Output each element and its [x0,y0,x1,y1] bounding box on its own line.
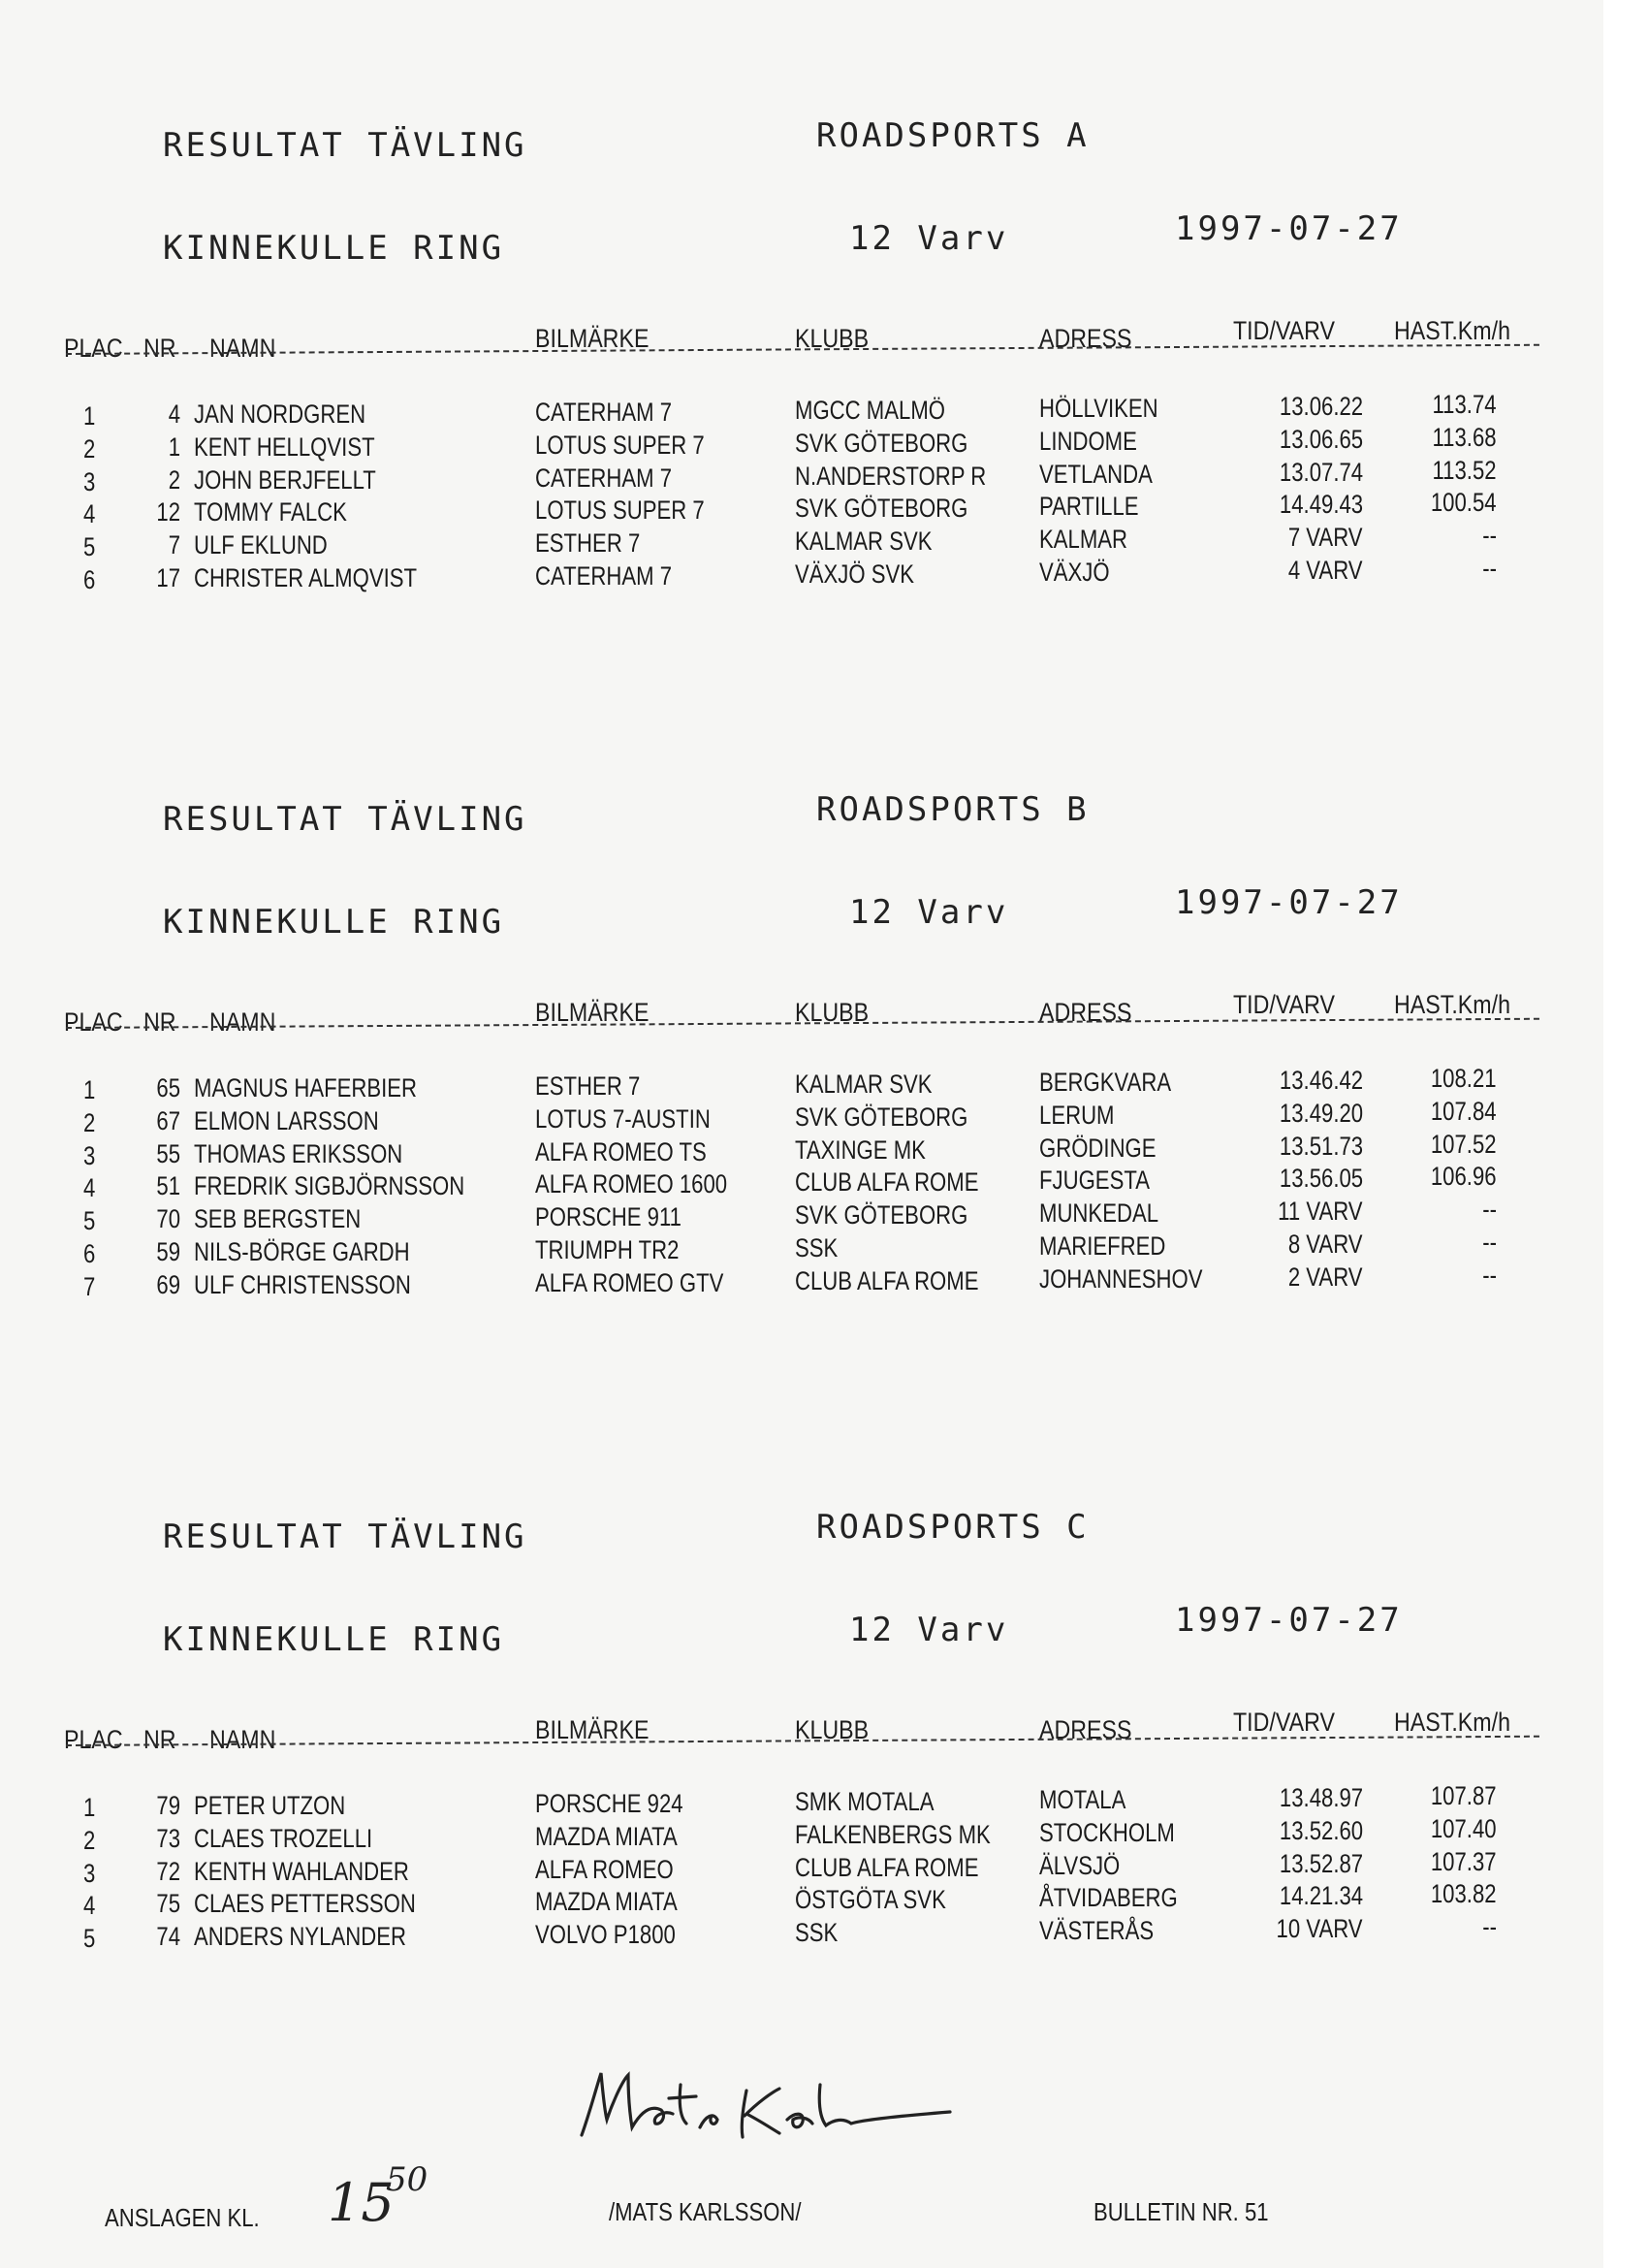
cell-adress: KALMAR [1039,525,1128,555]
race-title: RESULTAT TÄVLING [163,1517,527,1556]
cell-tid: 7 VARV [1288,523,1363,553]
cell-hast: -- [1482,1228,1497,1257]
cell-adress: HÖLLVIKEN [1039,394,1158,423]
col-header-bilmarke: BILMÄRKE [535,998,650,1027]
result-row [0,521,1648,562]
cell-plac: 1 [83,1793,96,1822]
result-row [0,1195,1648,1236]
cell-bilmarke: MAZDA MIATA [535,1887,678,1917]
cell-klubb: FALKENBERGS MK [795,1819,991,1849]
cell-namn: CLAES PETTERSSON [194,1889,416,1919]
cell-adress: MUNKEDAL [1039,1198,1159,1229]
cell-klubb: SVK GÖTEBORG [795,1102,968,1132]
cell-tid: 14.49.43 [1279,490,1363,520]
cell-hast: 113.68 [1432,422,1497,452]
cell-tid: 13.52.60 [1279,1815,1363,1845]
cell-plac: 7 [83,1271,96,1301]
col-header-bilmarke: BILMÄRKE [535,324,650,353]
cell-bilmarke: ALFA ROMEO 1600 [535,1169,728,1199]
cell-klubb: ÖSTGÖTA SVK [795,1885,946,1915]
cell-hast: 107.87 [1431,1781,1497,1810]
result-row [0,422,1648,463]
cell-adress: ÅTVIDABERG [1039,1883,1178,1913]
cell-adress: ÄLVSJÖ [1039,1850,1121,1880]
race-laps: 12 Varv [849,219,1009,258]
cell-nr: 74 [156,1922,180,1952]
cell-bilmarke: ALFA ROMEO GTV [535,1267,724,1297]
cell-hast: -- [1482,1912,1497,1942]
cell-adress: VETLANDA [1039,459,1153,489]
bulletin-number: BULLETIN NR. 51 [1093,2197,1269,2226]
cell-plac: 4 [83,499,96,529]
cell-adress: FJUGESTA [1039,1166,1150,1196]
col-header-hast: HAST.Km/h [1394,990,1511,1019]
cell-plac: 2 [83,1825,96,1855]
cell-bilmarke: CATERHAM 7 [535,561,673,591]
col-header-tid: TID/VARV [1233,990,1335,1019]
cell-hast: 100.54 [1431,488,1497,518]
cell-nr: 65 [156,1073,180,1102]
cell-tid: 13.51.73 [1279,1131,1363,1161]
col-header-klubb: KLUBB [795,1715,870,1744]
cell-tid: 13.56.05 [1279,1164,1363,1194]
posted-time-label: ANSLAGEN KL. [105,2203,260,2232]
cell-hast: -- [1482,521,1497,551]
cell-adress: MARIEFRED [1039,1231,1166,1261]
posted-time-minutes: 50 [386,2160,428,2199]
cell-nr: 79 [156,1791,180,1820]
cell-namn: MAGNUS HAFERBIER [194,1073,418,1102]
cell-bilmarke: CATERHAM 7 [535,398,673,427]
cell-plac: 5 [83,1924,96,1954]
cell-adress: VÄXJÖ [1039,558,1110,587]
signer-name: /MATS KARLSSON/ [609,2197,802,2226]
cell-hast: -- [1482,1260,1497,1290]
cell-namn: KENTH WAHLANDER [194,1856,409,1886]
cell-bilmarke: ALFA ROMEO [535,1854,674,1884]
col-header-namn: NAMN [209,1007,276,1037]
cell-adress: GRÖDINGE [1039,1133,1157,1163]
cell-klubb: TAXINGE MK [795,1134,926,1165]
cell-namn: PETER UTZON [194,1791,346,1820]
col-header-namn: NAMN [209,334,276,363]
cell-namn: JAN NORDGREN [194,399,366,429]
result-row [0,1846,1648,1888]
cell-klubb: SSK [795,1918,839,1948]
cell-namn: JOHN BERJFELLT [194,464,376,495]
col-header-tid: TID/VARV [1233,1708,1335,1737]
cell-bilmarke: ALFA ROMEO TS [535,1136,707,1166]
cell-klubb: SMK MOTALA [795,1787,935,1816]
cell-nr: 67 [156,1105,180,1135]
col-header-plac: PLAC [64,1725,123,1754]
col-header-adress: ADRESS [1039,324,1132,353]
cell-namn: ANDERS NYLANDER [194,1922,406,1952]
cell-hast: 113.74 [1432,390,1497,419]
cell-nr: 75 [156,1889,180,1919]
cell-nr: 1 [168,431,180,462]
col-header-plac: PLAC [64,1007,123,1037]
col-header-hast: HAST.Km/h [1394,1708,1511,1737]
cell-bilmarke: LOTUS SUPER 7 [535,430,705,460]
cell-tid: 11 VARV [1278,1197,1363,1227]
cell-klubb: SVK GÖTEBORG [795,494,968,524]
result-row [0,390,1648,431]
cell-hast: 107.84 [1431,1096,1497,1126]
cell-hast: 107.40 [1431,1813,1497,1843]
result-row [0,1879,1648,1921]
race-class: ROADSPORTS A [816,116,1090,155]
col-header-adress: ADRESS [1039,998,1132,1027]
cell-plac: 4 [83,1173,96,1203]
cell-bilmarke: ESTHER 7 [535,1071,641,1101]
cell-nr: 12 [156,497,180,527]
cell-namn: SEB BERGSTEN [194,1204,362,1234]
cell-tid: 13.06.65 [1279,424,1363,454]
cell-tid: 13.49.20 [1279,1098,1363,1128]
result-row [0,1781,1648,1822]
cell-nr: 7 [168,530,180,560]
cell-adress: JOHANNESHOV [1039,1263,1203,1294]
cell-plac: 3 [83,1858,96,1888]
cell-hast: 106.96 [1431,1162,1497,1192]
cell-adress: LINDOME [1039,426,1137,456]
cell-tid: 13.06.22 [1279,392,1363,421]
cell-klubb: CLUB ALFA ROME [795,1852,979,1882]
cell-namn: FREDRIK SIGBJÖRNSSON [194,1171,465,1201]
race-date: 1997-07-27 [1175,1601,1403,1640]
result-row [0,1813,1648,1855]
result-row [0,1129,1648,1170]
col-header-klubb: KLUBB [795,998,870,1027]
cell-klubb: SSK [795,1233,839,1262]
race-date: 1997-07-27 [1175,883,1403,922]
cell-nr: 73 [156,1823,180,1853]
cell-tid: 13.46.42 [1279,1066,1363,1095]
cell-plac: 1 [83,1075,96,1104]
race-track: KINNEKULLE RING [163,229,505,268]
cell-klubb: MGCC MALMÖ [795,396,945,425]
cell-bilmarke: LOTUS 7-AUSTIN [535,1103,711,1134]
result-row [0,1912,1648,1954]
cell-plac: 2 [83,433,96,463]
race-laps: 12 Varv [849,893,1009,932]
race-track: KINNEKULLE RING [163,1620,505,1659]
cell-plac: 3 [83,1140,96,1170]
cell-tid: 13.48.97 [1279,1783,1363,1812]
cell-namn: CLAES TROZELLI [194,1823,373,1853]
race-date: 1997-07-27 [1175,209,1403,248]
cell-hast: 108.21 [1431,1064,1497,1093]
cell-namn: NILS-BÖRGE GARDH [194,1237,410,1266]
cell-tid: 13.07.74 [1279,457,1363,487]
cell-namn: ELMON LARSSON [194,1105,379,1135]
col-header-nr: NR [143,334,176,363]
col-header-nr: NR [143,1725,176,1754]
col-header-bilmarke: BILMÄRKE [535,1715,650,1744]
col-header-plac: PLAC [64,334,123,363]
cell-bilmarke: VOLVO P1800 [535,1920,676,1950]
col-header-hast: HAST.Km/h [1394,316,1511,345]
cell-bilmarke: CATERHAM 7 [535,463,673,493]
cell-klubb: N.ANDERSTORP R [795,461,987,491]
col-header-adress: ADRESS [1039,1715,1132,1744]
race-laps: 12 Varv [849,1611,1009,1649]
race-track: KINNEKULLE RING [163,903,505,942]
cell-namn: KENT HELLQVIST [194,431,375,462]
cell-namn: TOMMY FALCK [194,497,347,527]
cell-klubb: KALMAR SVK [795,527,933,557]
cell-plac: 5 [83,532,96,562]
cell-bilmarke: TRIUMPH TR2 [535,1235,680,1264]
cell-plac: 1 [83,401,96,431]
race-class: ROADSPORTS B [816,790,1090,829]
cell-tid: 14.21.34 [1279,1881,1363,1911]
cell-tid: 8 VARV [1288,1230,1363,1259]
result-row [0,1064,1648,1104]
cell-klubb: SVK GÖTEBORG [795,1200,968,1230]
cell-bilmarke: LOTUS SUPER 7 [535,495,705,526]
cell-tid: 2 VARV [1288,1262,1363,1292]
cell-nr: 55 [156,1138,180,1168]
cell-bilmarke: ESTHER 7 [535,528,641,559]
signature-image [572,2056,960,2153]
result-row [0,1096,1648,1137]
cell-adress: PARTILLE [1039,492,1139,522]
cell-bilmarke: PORSCHE 911 [535,1202,681,1232]
cell-tid: 10 VARV [1276,1914,1363,1944]
result-row [0,554,1648,594]
cell-klubb: SVK GÖTEBORG [795,428,968,458]
cell-nr: 70 [156,1204,180,1234]
cell-plac: 5 [83,1206,96,1236]
col-header-namn: NAMN [209,1725,276,1754]
cell-adress: LERUM [1039,1100,1115,1130]
cell-namn: THOMAS ERIKSSON [194,1138,403,1168]
signature-drawing [572,2056,960,2153]
cell-plac: 2 [83,1107,96,1137]
cell-hast: 113.52 [1432,455,1497,485]
cell-klubb: CLUB ALFA ROME [795,1167,979,1198]
cell-adress: MOTALA [1039,1785,1126,1814]
cell-plac: 4 [83,1891,96,1921]
cell-adress: STOCKHOLM [1039,1817,1175,1847]
cell-bilmarke: PORSCHE 924 [535,1789,683,1818]
cell-bilmarke: MAZDA MIATA [535,1821,678,1851]
cell-nr: 51 [156,1171,180,1201]
col-header-klubb: KLUBB [795,324,870,353]
cell-namn: CHRISTER ALMQVIST [194,563,418,592]
race-title: RESULTAT TÄVLING [163,800,527,839]
cell-hast: -- [1482,1195,1497,1225]
cell-nr: 72 [156,1856,180,1886]
result-row [0,1162,1648,1203]
cell-hast: -- [1482,554,1497,583]
cell-nr: 17 [156,563,180,592]
posted-time-hours: 15 [328,2172,395,2233]
result-row [0,1260,1648,1301]
race-class: ROADSPORTS C [816,1508,1090,1547]
result-row [0,455,1648,496]
cell-namn: ULF EKLUND [194,530,328,560]
result-row [0,1228,1648,1268]
cell-plac: 6 [83,565,96,594]
cell-nr: 59 [156,1237,180,1266]
cell-hast: 107.37 [1431,1846,1497,1876]
cell-klubb: CLUB ALFA ROME [795,1265,979,1295]
cell-hast: 103.82 [1431,1879,1497,1909]
cell-nr: 2 [168,464,180,495]
cell-nr: 69 [156,1269,180,1299]
cell-klubb: KALMAR SVK [795,1070,933,1099]
cell-namn: ULF CHRISTENSSON [194,1269,411,1299]
cell-hast: 107.52 [1431,1129,1497,1159]
cell-plac: 3 [83,466,96,496]
col-header-tid: TID/VARV [1233,316,1335,345]
cell-tid: 13.52.87 [1279,1848,1363,1878]
cell-klubb: VÄXJÖ SVK [795,559,915,589]
cell-tid: 4 VARV [1288,556,1363,585]
cell-adress: BERGKVARA [1039,1068,1172,1097]
cell-nr: 4 [168,399,180,429]
race-title: RESULTAT TÄVLING [163,126,527,165]
col-header-nr: NR [143,1007,176,1037]
cell-adress: VÄSTERÅS [1039,1916,1155,1946]
cell-plac: 6 [83,1239,96,1268]
result-row [0,488,1648,529]
